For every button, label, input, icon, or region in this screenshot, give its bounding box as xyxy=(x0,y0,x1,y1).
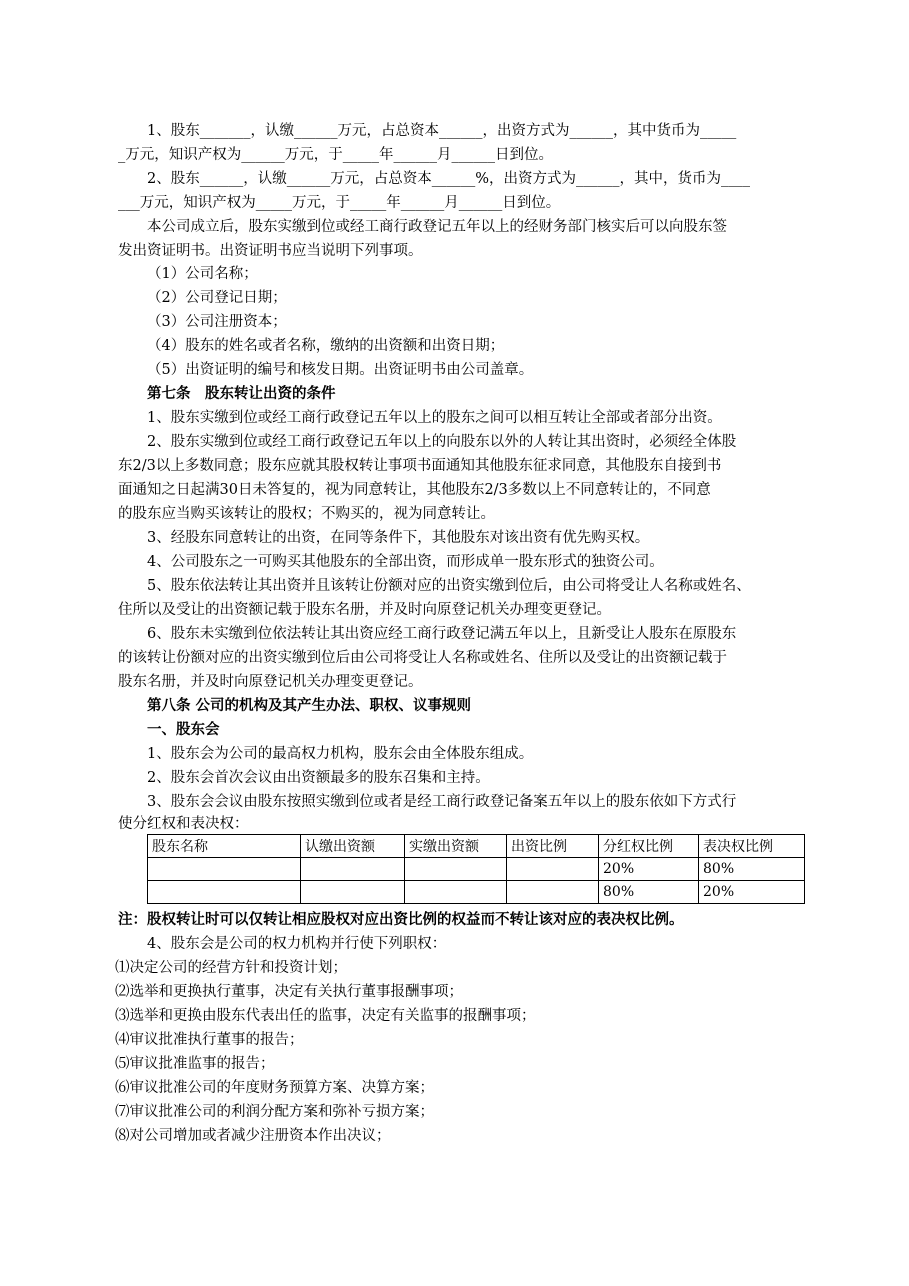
table-cell: 80% xyxy=(599,881,699,904)
table-cell xyxy=(148,858,301,881)
table-header-row xyxy=(148,835,805,858)
text-line: 6、股东未实缴到位依法转让其出资应经工商行政登记满五年以上，且新受让人股东在原股东 xyxy=(147,626,737,642)
list-item: ⑷审议批准执行董事的报告； xyxy=(115,1032,304,1048)
text-line: 3、经股东同意转让的出资，在同等条件下，其他股东对该出资有优先购买权。 xyxy=(147,530,650,546)
table-row xyxy=(148,858,805,881)
table-cell xyxy=(301,881,405,904)
table-header-cell: 分红权比例 xyxy=(599,835,699,858)
text-line: 面通知之日起满30日未答复的，视为同意转让，其他股东2/3多数以上不同意转让的，不同意 xyxy=(118,482,711,498)
list-item: ⑶选举和更换由股东代表出任的监事，决定有关监事的报酬事项； xyxy=(115,1008,536,1024)
subsection-heading: 一、股东会 xyxy=(147,722,220,738)
table-cell xyxy=(507,858,599,881)
note-line: 注：股权转让时可以仅转让相应股权对应出资比例的权益而不转让该对应的表决权比例。 xyxy=(118,912,684,928)
text-line: 发出资证明书。出资证明书应当说明下列事项。 xyxy=(118,243,423,259)
list-item: ⑻对公司增加或者减少注册资本作出决议； xyxy=(115,1128,391,1144)
list-item: ⑺审议批准公司的利润分配方案和弥补亏损方案； xyxy=(115,1104,434,1120)
list-item: ⑴决定公司的经营方针和投资计划； xyxy=(115,960,347,976)
section-heading: 第八条 公司的机构及其产生办法、职权、议事规则 xyxy=(147,698,472,714)
text-line: 的该转让份额对应的出资实缴到位后由公司将受让人名称或姓名、住所以及受让的出资额记载于 xyxy=(118,650,727,666)
text-line: 股东名册，并及时向原登记机关办理变更登记。 xyxy=(118,674,423,690)
text-line: 4、股东会是公司的权力机构并行使下列职权： xyxy=(147,936,447,952)
list-item: （4）股东的姓名或者名称，缴纳的出资额和出资日期； xyxy=(147,338,505,354)
table-cell xyxy=(148,881,301,904)
table-header-cell: 表决权比例 xyxy=(699,835,805,858)
table-header-cell: 认缴出资额 xyxy=(301,835,405,858)
table-header-cell: 股东名称 xyxy=(148,835,301,858)
table-cell xyxy=(405,881,507,904)
list-item: ⑹审议批准公司的年度财务预算方案、决算方案； xyxy=(115,1080,434,1096)
equity-table xyxy=(147,834,805,904)
text-line: 1、股东会为公司的最高权力机构，股东会由全体股东组成。 xyxy=(147,746,534,762)
text-line: 1、股东实缴到位或经工商行政登记五年以上的股东之间可以相互转让全部或者部分出资。 xyxy=(147,410,722,426)
text-line: 2、股东实缴到位或经工商行政登记五年以上的向股东以外的人转让其出资时，必须经全体股 xyxy=(147,434,737,450)
table-cell: 20% xyxy=(599,858,699,881)
list-item: （3）公司注册资本； xyxy=(147,314,287,330)
text-line: 1、股东_______，认缴______万元，占总资本______，出资方式为______，其中货币为_____ xyxy=(147,123,737,139)
list-item: ⑸审议批准监事的报告； xyxy=(115,1056,275,1072)
table-cell xyxy=(405,858,507,881)
table-cell: 20% xyxy=(699,881,805,904)
text-line: ___万元，知识产权为_____万元，于_____年______月______日到位。 xyxy=(118,195,561,211)
section-heading: 第七条 股东转让出资的条件 xyxy=(147,386,336,402)
text-line: 2、股东______，认缴______万元，占总资本______%，出资方式为______，其中，货币为____ xyxy=(147,171,751,187)
text-line: 的股东应当购买该转让的股权；不购买的，视为同意转让。 xyxy=(118,506,495,522)
text-line: 2、股东会首次会议由出资额最多的股东召集和主持。 xyxy=(147,770,490,786)
table-row xyxy=(148,881,805,904)
text-line: 3、股东会会议由股东按照实缴到位或者是经工商行政登记备案五年以上的股东依如下方式行 xyxy=(147,794,737,810)
text-line: 使分红权和表决权： xyxy=(118,816,249,832)
list-item: ⑵选举和更换执行董事，决定有关执行董事报酬事项； xyxy=(115,984,463,1000)
table-header-cell: 实缴出资额 xyxy=(405,835,507,858)
list-item: （1）公司名称； xyxy=(147,266,258,282)
list-item: （2）公司登记日期； xyxy=(147,290,287,306)
text-line: 东2/3以上多数同意；股东应就其股权转让事项书面通知其他股东征求同意，其他股东自接到书 xyxy=(118,458,722,474)
table-cell: 80% xyxy=(699,858,805,881)
table-cell xyxy=(507,881,599,904)
text-line: 本公司成立后，股东实缴到位或经工商行政登记五年以上的经财务部门核实后可以向股东签 xyxy=(147,219,727,235)
table-header-cell: 出资比例 xyxy=(507,835,599,858)
text-line: 住所以及受让的出资额记载于股东名册，并及时向原登记机关办理变更登记。 xyxy=(118,602,611,618)
text-line: 5、股东依法转让其出资并且该转让份额对应的出资实缴到位后，由公司将受让人名称或姓名、 xyxy=(147,578,751,594)
text-line: 4、公司股东之一可购买其他股东的全部出资，而形成单一股东形式的独资公司。 xyxy=(147,554,664,570)
list-item: （5）出资证明的编号和核发日期。出资证明书由公司盖章。 xyxy=(147,362,534,378)
text-line: _万元，知识产权为______万元，于_____年______月______日到位。 xyxy=(118,147,553,163)
table-cell xyxy=(301,858,405,881)
